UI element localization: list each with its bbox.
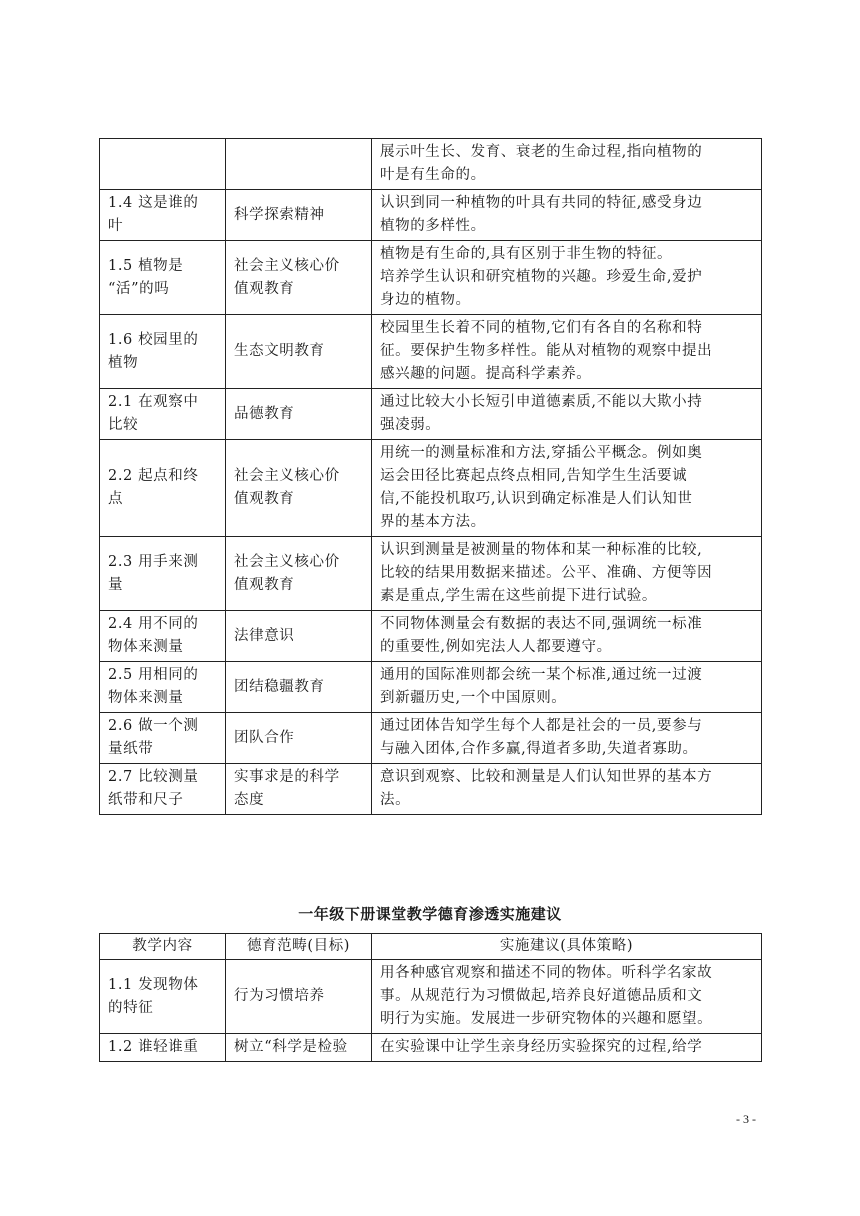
table-row xyxy=(100,537,762,611)
cell-category xyxy=(226,662,372,713)
cell-lesson xyxy=(100,713,226,764)
suggestion-text-line: 与融入团体,合作多赢,得道者多助,失道者寡助。 xyxy=(380,741,698,757)
category-text-line: 生态文明教育 xyxy=(234,343,325,359)
cell-suggestion xyxy=(372,315,762,389)
category-text-line: 值观教育 xyxy=(234,576,295,593)
table-row xyxy=(100,389,762,440)
table-row xyxy=(100,315,762,389)
cell-lesson xyxy=(100,764,226,815)
suggestion-text-line: 的重要性,例如宪法人人都要遵守。 xyxy=(380,639,612,655)
cell-category xyxy=(226,241,372,315)
table-row xyxy=(100,713,762,764)
suggestion-text-line: 事。从规范行为习惯做起,培养良好道德品质和文 xyxy=(380,988,703,1004)
cell-lesson xyxy=(100,389,226,440)
header-teaching-content: 教学内容 xyxy=(100,934,226,960)
category-text-line: 行为习惯培养 xyxy=(234,988,325,1004)
category-text-line: 品德教育 xyxy=(234,405,295,422)
cell-category xyxy=(226,1034,372,1062)
cell-lesson xyxy=(100,139,226,190)
cell-lesson xyxy=(100,440,226,537)
category-text-line: 法律意识 xyxy=(234,627,295,644)
cell-suggestion xyxy=(372,713,762,764)
suggestion-text-line: 通过团体告知学生每个人都是社会的一员,要参与 xyxy=(380,718,703,734)
table-row xyxy=(100,611,762,662)
suggestion-text-line: 征。要保护生物多样性。能从对植物的观察中提出 xyxy=(380,343,713,359)
category-text-line: 科学探索精神 xyxy=(234,206,325,223)
category-text-line: 社会主义核心价 xyxy=(234,257,340,274)
grade1-second-semester-table xyxy=(99,933,762,1062)
table-row xyxy=(100,190,762,241)
page-number: - 3 - xyxy=(736,1112,756,1126)
suggestion-text-line: 不同物体测量会有数据的表达不同,强调统一标准 xyxy=(380,616,703,632)
cell-lesson xyxy=(100,1034,226,1062)
suggestion-text-line: 通用的国际准则都会统一某个标准,通过统一过渡 xyxy=(380,667,703,683)
section-title: 一年级下册课堂教学德育渗透实施建议 xyxy=(298,905,562,923)
suggestion-text-line: 用各种感官观察和描述不同的物体。听科学名家故 xyxy=(380,965,713,981)
category-text-line: 社会主义核心价 xyxy=(234,468,340,484)
table-row xyxy=(100,139,762,190)
cell-suggestion xyxy=(372,139,762,190)
table-row xyxy=(100,662,762,713)
lesson-text-line: 1.5 植物是 xyxy=(108,257,184,274)
lesson-text-line: 2.4 用不同的 xyxy=(108,616,199,632)
lesson-text-line: 1.2 谁轻谁重 xyxy=(108,1039,199,1055)
category-text-line: 团队合作 xyxy=(234,729,295,746)
category-text-line: 树立“科学是检验 xyxy=(234,1039,348,1055)
lesson-text-line: 量纸带 xyxy=(108,741,154,757)
suggestion-text-line: 培养学生认识和研究植物的兴趣。珍爱生命,爱护 xyxy=(380,269,703,285)
table-row xyxy=(100,1034,762,1062)
cell-lesson xyxy=(100,315,226,389)
lesson-text-line: 2.7 比较测量 xyxy=(108,769,199,785)
lesson-text-line: 1.6 校园里的 xyxy=(108,331,199,348)
cell-lesson xyxy=(100,537,226,611)
suggestion-text-line: 植物是有生命的,具有区别于非生物的特征。 xyxy=(380,246,673,262)
cell-category xyxy=(226,190,372,241)
cell-lesson xyxy=(100,960,226,1034)
cell-category xyxy=(226,440,372,537)
category-text-line: 实事求是的科学 xyxy=(234,769,340,785)
table-body xyxy=(100,960,762,1062)
cell-category xyxy=(226,960,372,1034)
suggestion-text-line: 比较的结果用数据来描述。公平、准确、方便等因 xyxy=(380,565,713,581)
cell-lesson xyxy=(100,662,226,713)
table-body xyxy=(100,139,762,815)
lesson-text-line: 物体来测量 xyxy=(108,639,184,655)
cell-suggestion xyxy=(372,241,762,315)
cell-lesson xyxy=(100,241,226,315)
lesson-text-line: 2.3 用手来测 xyxy=(108,553,199,570)
category-text-line: 社会主义核心价 xyxy=(234,553,340,570)
lesson-text-line: “活”的吗 xyxy=(108,280,170,297)
lesson-text-line: 比较 xyxy=(108,417,139,433)
cell-category xyxy=(226,764,372,815)
cell-category xyxy=(226,389,372,440)
cell-suggestion xyxy=(372,1034,762,1062)
lesson-text-line: 的特征 xyxy=(108,999,154,1016)
lesson-text-line: 纸带和尺子 xyxy=(108,792,184,808)
header-implementation: 实施建议(具体策略) xyxy=(372,934,762,960)
suggestion-text-line: 用统一的测量标准和方法,穿插公平概念。例如奥 xyxy=(380,445,703,461)
suggestion-text-line: 明行为实施。发展进一步研究物体的兴趣和愿望。 xyxy=(380,1011,713,1027)
lesson-text-line: 1.4 这是谁的 xyxy=(108,195,199,211)
lesson-text-line: 点 xyxy=(108,491,124,507)
suggestion-text-line: 展示叶生长、发育、衰老的生命过程,指向植物的 xyxy=(380,144,703,160)
suggestion-text-line: 意识到观察、比较和测量是人们认知世界的基本方 xyxy=(380,769,713,785)
suggestion-text-line: 界的基本方法。 xyxy=(380,514,486,530)
suggestion-text-line: 法。 xyxy=(380,792,411,808)
moral-education-table-continued xyxy=(99,138,762,815)
lesson-text-line: 量 xyxy=(108,576,124,593)
lesson-text-line: 叶 xyxy=(108,218,124,234)
lesson-text-line: 物体来测量 xyxy=(108,690,184,706)
cell-category xyxy=(226,611,372,662)
cell-lesson xyxy=(100,190,226,241)
suggestion-text-line: 在实验课中让学生亲身经历实验探究的过程,给学 xyxy=(380,1039,703,1055)
cell-suggestion xyxy=(372,611,762,662)
cell-suggestion xyxy=(372,190,762,241)
suggestion-text-line: 叶是有生命的。 xyxy=(380,167,486,183)
cell-suggestion xyxy=(372,537,762,611)
suggestion-text-line: 植物的多样性。 xyxy=(380,218,486,234)
cell-lesson xyxy=(100,611,226,662)
category-text-line: 值观教育 xyxy=(234,280,295,297)
table-row xyxy=(100,241,762,315)
table-row xyxy=(100,764,762,815)
category-text-line: 值观教育 xyxy=(234,491,295,507)
lesson-text-line: 2.2 起点和终 xyxy=(108,468,199,484)
suggestion-text-line: 素是重点,学生需在这些前提下进行试验。 xyxy=(380,588,658,604)
category-text-line: 态度 xyxy=(234,792,265,808)
cell-suggestion xyxy=(372,662,762,713)
lesson-text-line: 2.6 做一个测 xyxy=(108,718,199,734)
cell-suggestion xyxy=(372,960,762,1034)
cell-suggestion xyxy=(372,440,762,537)
suggestion-text-line: 强凌弱。 xyxy=(380,417,441,433)
lesson-text-line: 植物 xyxy=(108,354,139,371)
cell-category xyxy=(226,537,372,611)
table-row xyxy=(100,440,762,537)
suggestion-text-line: 认识到测量是被测量的物体和某一种标准的比较, xyxy=(380,542,703,558)
table-header-row xyxy=(100,934,762,960)
suggestion-text-line: 感兴趣的问题。提高科学素养。 xyxy=(380,366,592,382)
lesson-text-line: 1.1 发现物体 xyxy=(108,976,199,993)
cell-suggestion xyxy=(372,764,762,815)
suggestion-text-line: 认识到同一种植物的叶具有共同的特征,感受身边 xyxy=(380,195,703,211)
suggestion-text-line: 通过比较大小长短引申道德素质,不能以大欺小持 xyxy=(380,394,703,410)
suggestion-text-line: 到新疆历史,一个中国原则。 xyxy=(380,690,567,706)
cell-category xyxy=(226,139,372,190)
suggestion-text-line: 运会田径比赛起点终点相同,告知学生生活要诚 xyxy=(380,468,688,484)
suggestion-text-line: 校园里生长着不同的植物,它们有各自的名称和特 xyxy=(380,320,703,336)
suggestion-text-line: 身边的植物。 xyxy=(380,292,471,308)
lesson-text-line: 2.1 在观察中 xyxy=(108,394,199,410)
cell-category xyxy=(226,315,372,389)
cell-suggestion xyxy=(372,389,762,440)
cell-category xyxy=(226,713,372,764)
category-text-line: 团结稳疆教育 xyxy=(234,678,325,695)
table-row xyxy=(100,960,762,1034)
lesson-text-line: 2.5 用相同的 xyxy=(108,667,199,683)
suggestion-text-line: 信,不能投机取巧,认识到确定标准是人们认知世 xyxy=(380,491,693,507)
header-moral-category: 德育范畴(目标) xyxy=(226,934,372,960)
